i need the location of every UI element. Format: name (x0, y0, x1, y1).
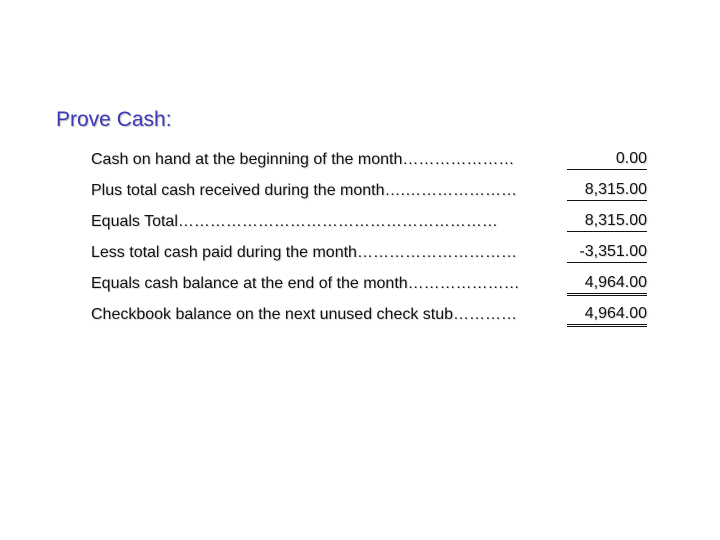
line-label: Cash on hand at the beginning of the month………………… (91, 151, 515, 168)
line-cash-received (91, 177, 651, 208)
line-label: Equals cash balance at the end of the month………………… (91, 275, 520, 292)
line-amount: 0.00 (567, 149, 647, 170)
line-amount: -3,351.00 (567, 242, 647, 263)
line-beginning-cash (91, 146, 651, 177)
line-label: Plus total cash received during the month….………………… (91, 182, 517, 199)
line-label: Equals Total…………………………………………………… (91, 213, 498, 230)
line-amount: 4,964.00 (567, 273, 647, 296)
line-amount: 8,315.00 (567, 180, 647, 201)
prove-cash-lines (91, 146, 651, 332)
line-label: Less total cash paid during the month………………………… (91, 244, 517, 261)
page-title: Prove Cash: (56, 108, 172, 131)
line-cash-paid (91, 239, 651, 270)
line-equals-total (91, 208, 651, 239)
line-amount: 4,964.00 (567, 304, 647, 327)
line-label: Checkbook balance on the next unused check stub………… (91, 306, 518, 323)
line-amount: 8,315.00 (567, 211, 647, 232)
line-ending-balance (91, 270, 651, 301)
line-checkbook-balance (91, 301, 651, 332)
